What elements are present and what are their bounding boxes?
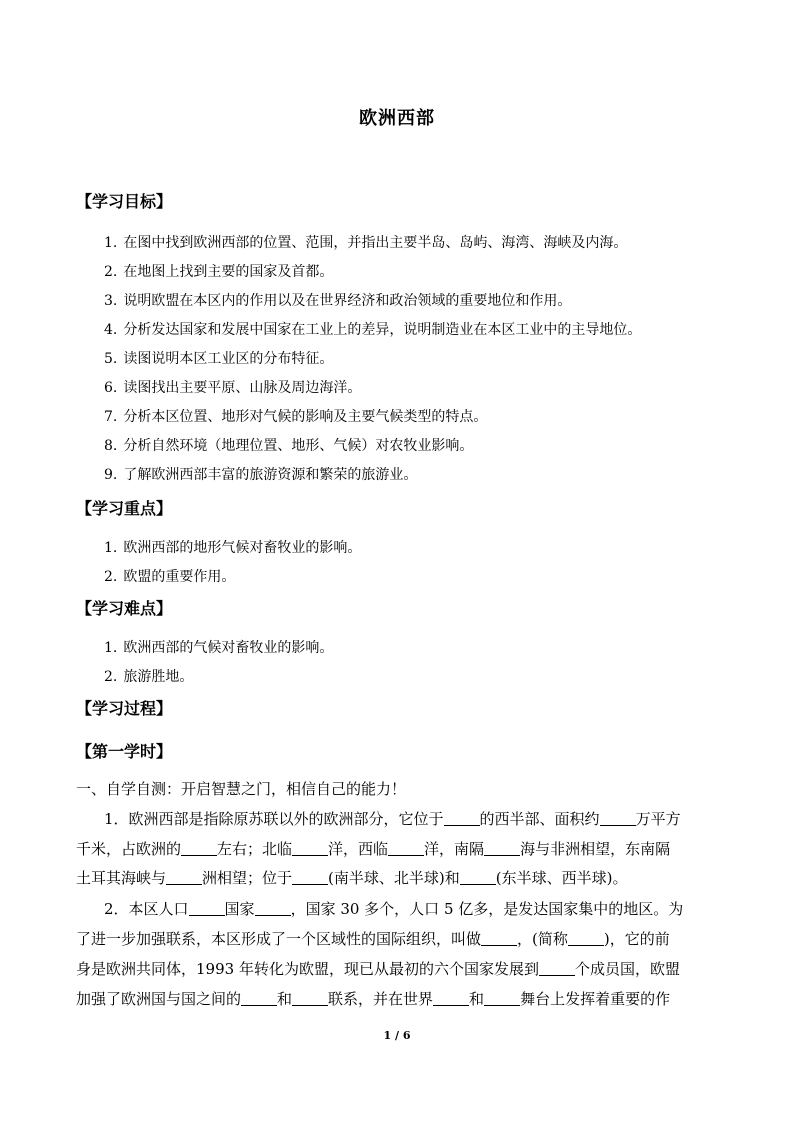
answer-blank[interactable] xyxy=(241,991,277,1006)
self-test-intro: 一、自学自测：开启智慧之门，相信自己的能力！ xyxy=(76,780,407,798)
answer-blank[interactable] xyxy=(181,841,217,856)
objectives-heading: 【学习目标】 xyxy=(76,192,173,211)
answer-blank[interactable] xyxy=(444,811,480,826)
objective-item: 7. 分析本区位置、地形对气候的影响及主要气候类型的特点。 xyxy=(104,409,488,425)
key-points-heading: 【学习重点】 xyxy=(76,499,173,518)
answer-blank[interactable] xyxy=(600,811,636,826)
objective-item: 9. 了解欧洲西部丰富的旅游资源和繁荣的旅游业。 xyxy=(104,467,418,483)
difficulty-item: 2. 旅游胜地。 xyxy=(104,669,194,685)
key-point-item: 1. 欧洲西部的地形气候对畜牧业的影响。 xyxy=(104,540,362,556)
page-title: 欧洲西部 xyxy=(359,108,435,129)
answer-blank[interactable] xyxy=(433,991,469,1006)
answer-blank[interactable] xyxy=(484,991,520,1006)
answer-blank[interactable] xyxy=(189,901,225,916)
answer-blank[interactable] xyxy=(460,870,496,885)
answer-blank[interactable] xyxy=(166,870,202,885)
answer-blank[interactable] xyxy=(292,991,328,1006)
answer-blank[interactable] xyxy=(481,931,517,946)
objective-item: 5. 读图说明本区工业区的分布特征。 xyxy=(104,351,334,367)
q1-line-3: 土耳其海峡与 洲相望；位于 (南半球、北半球)和 (东半球、西半球)。 xyxy=(76,869,628,887)
difficulty-item: 1. 欧洲西部的气候对畜牧业的影响。 xyxy=(104,640,334,656)
first-lesson-heading: 【第一学时】 xyxy=(76,742,173,761)
process-heading: 【学习过程】 xyxy=(76,699,173,718)
difficulties-heading: 【学习难点】 xyxy=(76,599,173,618)
answer-blank[interactable] xyxy=(255,901,291,916)
objective-item: 2. 在地图上找到主要的国家及首都。 xyxy=(104,264,334,280)
q2-line-2: 了进一步加强联系，本区形成了一个区域性的国际组织，叫做 ，(简称 )，它的前 xyxy=(76,930,670,948)
objective-item: 8. 分析自然环境（地理位置、地形、气候）对农牧业影响。 xyxy=(104,438,474,454)
q2-line-4: 加强了欧洲国与国之间的 和 联系，并在世界 和 舞台上发挥着重要的作 xyxy=(76,990,671,1008)
q1-line-1: 1．欧洲西部是指除原苏联以外的欧洲部分，它位于 的西半部、面积约 万平方 xyxy=(104,810,681,828)
objective-item: 6. 读图找出主要平原、山脉及周边海洋。 xyxy=(104,380,362,396)
answer-blank[interactable] xyxy=(568,931,604,946)
answer-blank[interactable] xyxy=(484,841,520,856)
page-number: 1 / 6 xyxy=(383,1029,411,1042)
answer-blank[interactable] xyxy=(292,841,328,856)
key-point-item: 2. 欧盟的重要作用。 xyxy=(104,569,236,585)
answer-blank[interactable] xyxy=(388,841,424,856)
q1-line-2: 千米，占欧洲的 左右；北临 洋，西临 洋，南隔 海与非洲相望，东南隔 xyxy=(76,840,671,858)
answer-blank[interactable] xyxy=(539,961,575,976)
answer-blank[interactable] xyxy=(292,870,328,885)
objective-item: 4. 分析发达国家和发展中国家在工业上的差异，说明制造业在本区工业中的主导地位。 xyxy=(104,322,642,338)
q2-line-3: 身是欧洲共同体，1993 年转化为欧盟，现已从最初的六个国家发展到 个成员国，欧盟 xyxy=(76,960,680,978)
q2-line-1: 2．本区人口 国家 ，国家 30 多个，人口 5 亿多，是发达国家集中的地区。为 xyxy=(104,900,684,918)
objective-item: 1. 在图中找到欧洲西部的位置、范围，并指出主要半岛、岛屿、海湾、海峡及内海。 xyxy=(104,235,628,251)
objective-item: 3. 说明欧盟在本区内的作用以及在世界经济和政治领域的重要地位和作用。 xyxy=(104,293,572,309)
